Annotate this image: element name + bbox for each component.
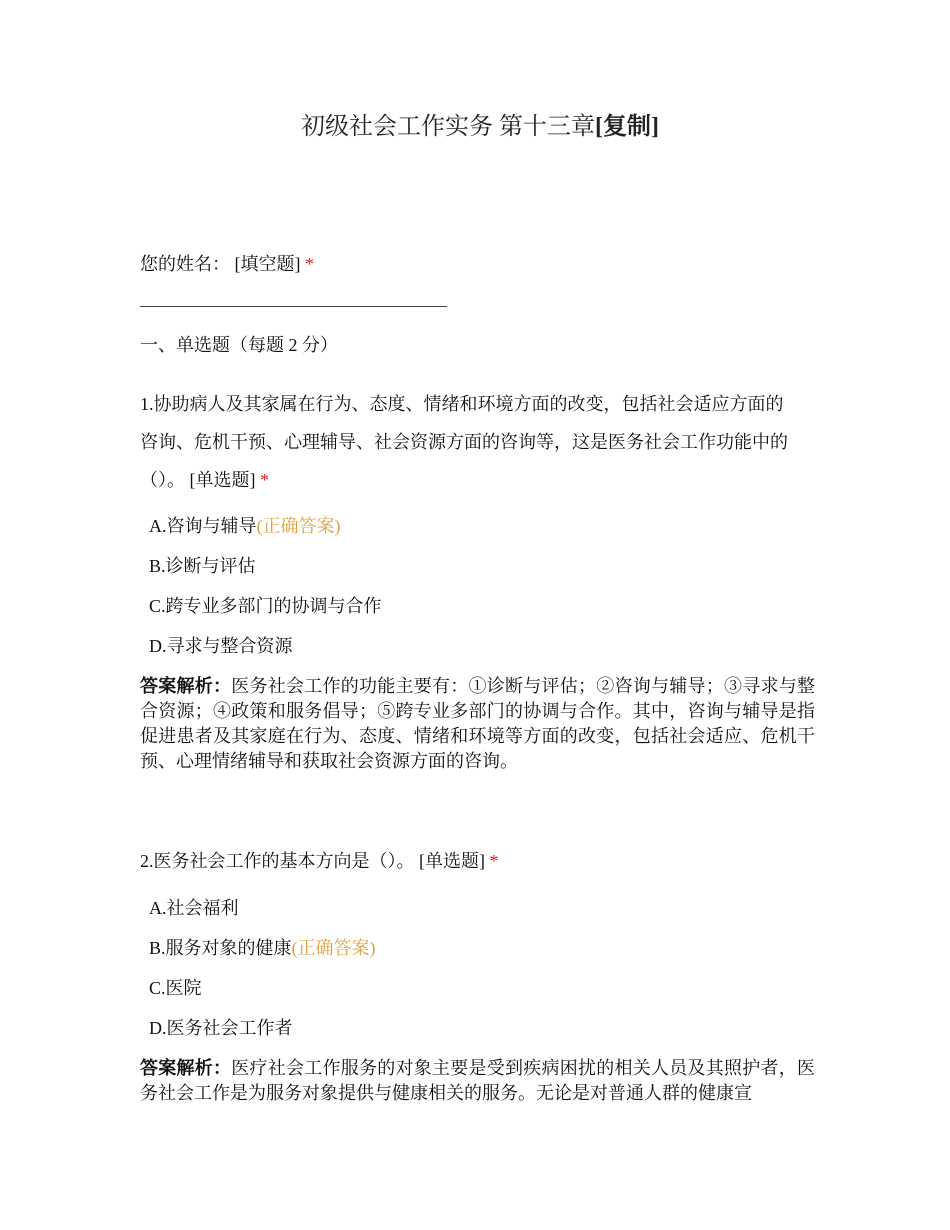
title-main: 初级社会工作实务 第十三章 bbox=[301, 114, 595, 140]
option-text: D.医务社会工作者 bbox=[149, 1018, 293, 1038]
question-1-option-c[interactable] bbox=[149, 594, 382, 618]
question-2-required-mark: * bbox=[489, 851, 499, 871]
option-text: A.咨询与辅导 bbox=[149, 516, 257, 536]
question-1-line-3 bbox=[140, 461, 820, 499]
analysis-text: 医务社会工作的功能主要有：①诊断与评估；②咨询与辅导；③寻求与整合资源；④政策和服务倡导；⑤跨专业多部门的协调与合作。其中，咨询与辅导是指促进患者及其家庭在行为、态度、情绪和环境等方面的改变，包括社会适应、危机干预、心理情绪辅导和获取社会资源方面的咨询。 bbox=[140, 676, 815, 771]
question-2-analysis bbox=[140, 1056, 815, 1106]
option-text: C.跨专业多部门的协调与合作 bbox=[149, 596, 382, 616]
question-2-line-1 bbox=[140, 842, 820, 880]
question-2-type: [单选题] bbox=[419, 851, 485, 871]
question-1-option-a[interactable] bbox=[149, 514, 341, 538]
question-1-option-b[interactable] bbox=[149, 554, 256, 578]
question-2-option-a[interactable] bbox=[149, 896, 239, 920]
question-2-option-b[interactable] bbox=[149, 936, 376, 960]
option-text: D.寻求与整合资源 bbox=[149, 636, 293, 656]
question-2-stem bbox=[140, 842, 820, 880]
question-2-option-c[interactable] bbox=[149, 976, 202, 1000]
section-heading: 一、单选题（每题 2 分） bbox=[140, 335, 338, 355]
analysis-label: 答案解析： bbox=[140, 676, 232, 696]
required-mark: * bbox=[305, 254, 314, 274]
question-1-line-2: 咨询、危机干预、心理辅导、社会资源方面的咨询等，这是医务社会工作功能中的 bbox=[140, 432, 788, 452]
page-title bbox=[140, 110, 820, 144]
name-input-line[interactable] bbox=[140, 306, 447, 307]
correct-answer-tag: (正确答案) bbox=[291, 938, 376, 958]
option-text: C.医院 bbox=[149, 978, 202, 998]
correct-answer-tag: (正确答案) bbox=[256, 516, 341, 536]
name-question bbox=[140, 252, 314, 276]
title-suffix: [复制] bbox=[595, 114, 659, 140]
question-1-analysis bbox=[140, 674, 815, 774]
question-1-line-1: 1.协助病人及其家属在行为、态度、情绪和环境方面的改变，包括社会适应方面的 bbox=[140, 394, 784, 414]
question-1-option-d[interactable] bbox=[149, 634, 293, 658]
question-1-required-mark: * bbox=[260, 470, 269, 490]
name-label: 您的姓名： bbox=[140, 254, 230, 274]
question-2-option-d[interactable] bbox=[149, 1016, 293, 1040]
option-text: B.服务对象的健康 bbox=[149, 938, 292, 958]
question-2-line-1-text: 2.医务社会工作的基本方向是（）。 bbox=[140, 851, 415, 871]
question-1-stem bbox=[140, 385, 820, 499]
name-type: [填空题] bbox=[234, 254, 301, 274]
option-text: B.诊断与评估 bbox=[149, 556, 256, 576]
option-text: A.社会福利 bbox=[149, 898, 239, 918]
analysis-label: 答案解析： bbox=[140, 1058, 232, 1078]
analysis-text: 医疗社会工作服务的对象主要是受到疾病困扰的相关人员及其照护者，医务社会工作是为服务对象提供与健康相关的服务。无论是对普通人群的健康宣 bbox=[140, 1058, 815, 1103]
question-1-type: [单选题] bbox=[189, 470, 256, 490]
question-1-line-3-text: （）。 bbox=[140, 470, 185, 490]
